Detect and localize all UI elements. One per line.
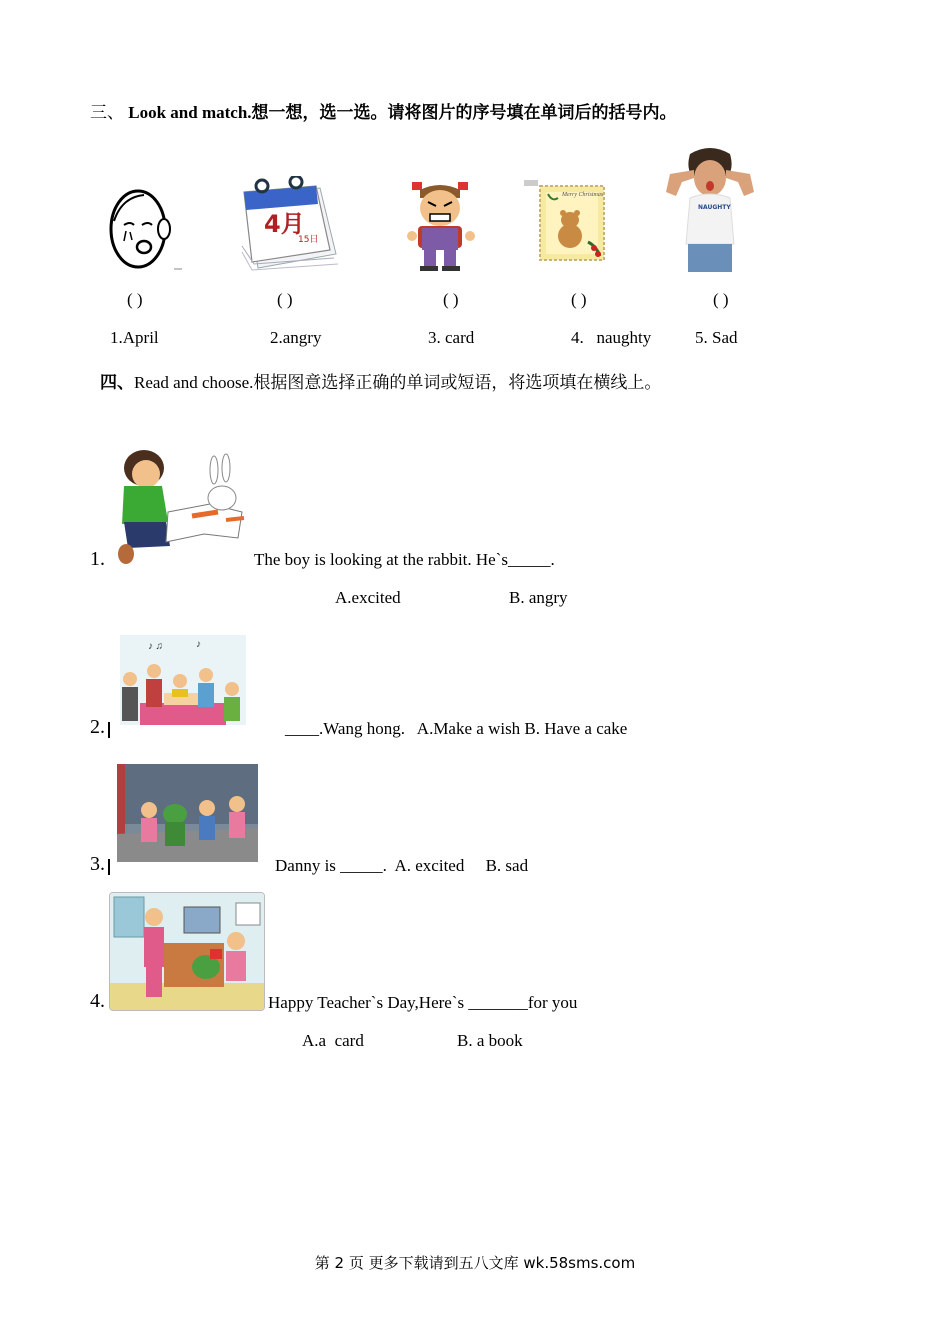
section-3-heading <box>90 98 677 123</box>
section-4-title-cn: 根据图意选择正确的单词或短语，将选项填在横线上。 <box>253 373 662 392</box>
angry-boy-picture <box>404 180 478 272</box>
question-3-cursor-mark <box>108 859 110 875</box>
word-5: 5. Sad <box>695 328 738 347</box>
question-4-number: 4. <box>90 990 105 1012</box>
calendar-month: 4月 <box>264 210 305 238</box>
question-1-option-a[interactable]: A.excited <box>335 588 401 607</box>
section-4-number: 四、 <box>100 373 134 392</box>
answer-bracket-3[interactable]: ( ) <box>443 290 459 309</box>
answer-bracket-2[interactable]: ( ) <box>277 290 293 309</box>
question-3-number: 3. <box>90 853 105 875</box>
question-4-text: Happy Teacher`s Day,Here`s _______for you <box>268 993 578 1012</box>
shirt-text: NAUGHTY <box>698 204 731 211</box>
christmas-card-text: Merry Christmas <box>562 192 604 198</box>
section-4-title-en: Read and choose. <box>134 373 254 392</box>
question-2-cursor-mark <box>108 722 110 738</box>
word-1: 1.April <box>110 328 159 347</box>
naughty-kid-picture <box>660 144 760 272</box>
teachers-day-picture <box>109 892 265 1011</box>
christmas-card-picture <box>522 178 610 266</box>
calendar-picture <box>240 176 340 272</box>
word-4: 4. naughty <box>571 328 652 347</box>
section-4-heading <box>100 368 661 393</box>
boy-rabbit-picture <box>110 446 254 568</box>
question-1-text: The boy is looking at the rabbit. He`s_____. <box>254 550 555 569</box>
question-4-option-b[interactable]: B. a book <box>457 1031 523 1050</box>
page-footer: 第 2 页 更多下载请到五八文库 wk.58sms.com <box>314 1254 636 1272</box>
word-2: 2.angry <box>270 328 322 347</box>
question-4-option-a[interactable]: A.a card <box>302 1031 364 1050</box>
calendar-day: 15日 <box>298 235 319 245</box>
question-3-text: Danny is _____. A. excited B. sad <box>275 856 529 875</box>
svg-text:♪: ♪ <box>196 639 201 650</box>
question-2-number: 2. <box>90 716 105 738</box>
birthday-party-picture <box>120 635 246 725</box>
question-2-text: ____.Wang hong. A.Make a wish B. Have a cake <box>285 719 628 738</box>
svg-text:♪ ♫: ♪ ♫ <box>148 641 163 652</box>
answer-bracket-5[interactable]: ( ) <box>713 290 729 309</box>
word-3: 3. card <box>428 328 475 347</box>
section-3-title-en: Look and match. <box>128 103 252 122</box>
answer-bracket-4[interactable]: ( ) <box>571 290 587 309</box>
section-3-number: 三、 <box>90 103 124 122</box>
dinosaur-kids-picture <box>117 764 258 862</box>
answer-bracket-1[interactable]: ( ) <box>127 290 143 309</box>
crying-face-picture <box>104 185 184 273</box>
question-1-number: 1. <box>90 548 105 570</box>
question-1-option-b[interactable]: B. angry <box>509 588 568 607</box>
section-3-title-cn: 想一想，选一选。请将图片的序号填在单词后的括号内。 <box>251 103 677 122</box>
